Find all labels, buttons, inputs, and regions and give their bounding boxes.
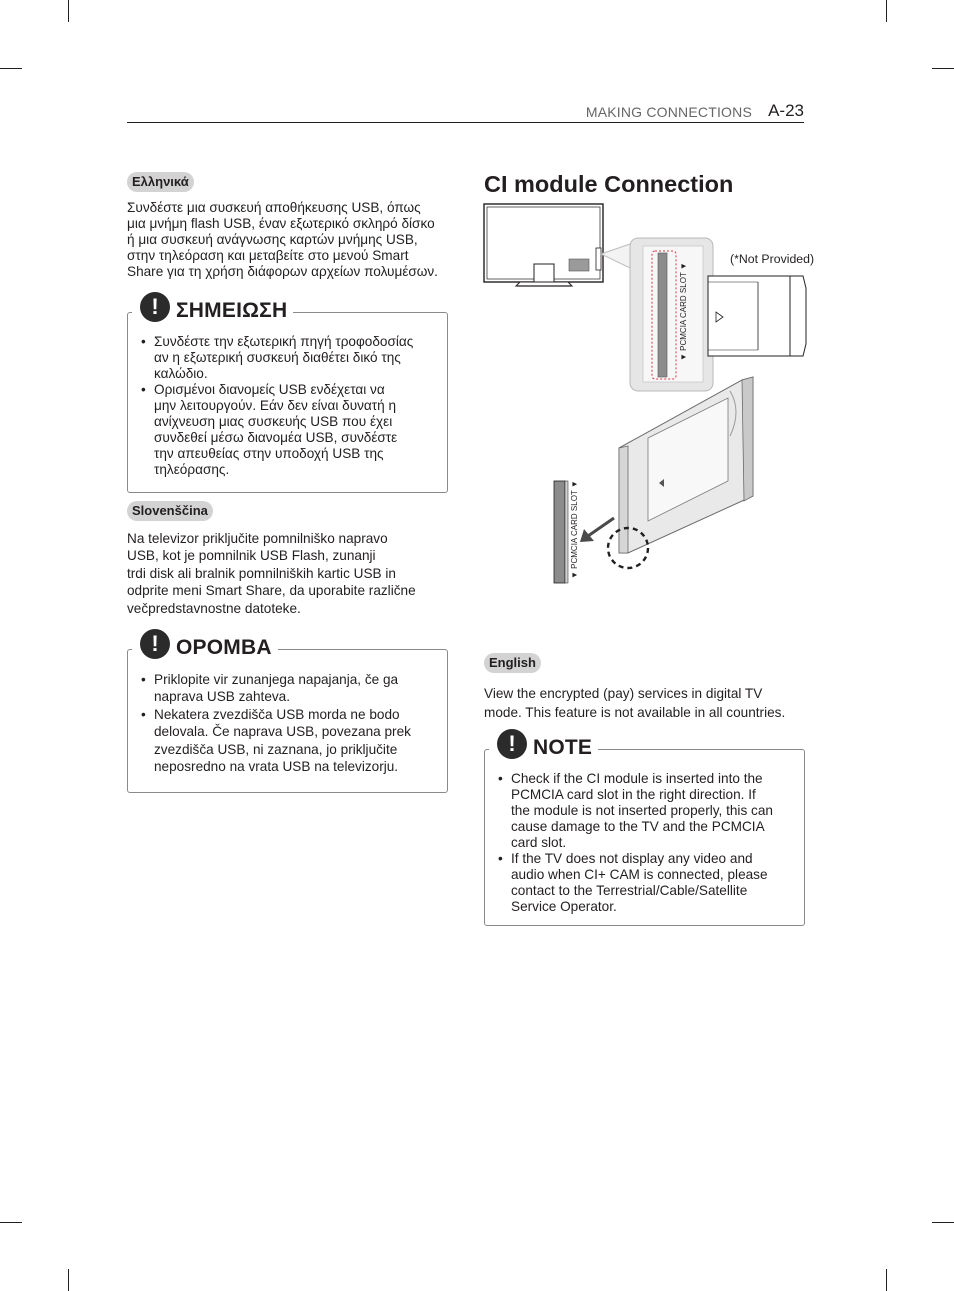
slot-label: ▼ PCMCIA CARD SLOT ▼	[679, 262, 688, 361]
pcmcia-slot-closeup	[630, 238, 713, 391]
text-line: ανίχνευση μιας συσκευής USB που έχει	[154, 414, 393, 429]
text-line: USB, kot je pomnilnik USB Flash, zunanji	[127, 548, 376, 564]
crop-mark	[932, 1222, 954, 1223]
english-note-box	[484, 749, 805, 926]
ci-module-card	[619, 377, 753, 553]
text-line: αν η εξωτερική συσκευή διαθέτει δικό της	[154, 350, 401, 365]
note-item	[154, 334, 447, 382]
text-line: Συνδέστε μια συσκευή αποθήκευσης USB, όπως	[127, 200, 421, 215]
section-title: MAKING CONNECTIONS	[585, 104, 752, 120]
text-line: neposredno na vrata USB na televizorju.	[154, 759, 399, 775]
text-line: PCMCIA card slot in the right direction. If	[511, 787, 756, 802]
note-item	[154, 706, 447, 776]
exclamation-icon: !	[140, 629, 170, 659]
text-line: večpredstavnostne datoteke.	[127, 600, 301, 616]
not-provided-label: (*Not Provided)	[730, 252, 815, 266]
text-line: contact to the Terrestrial/Cable/Satellite	[511, 883, 748, 898]
text-line: Ορισμένοι διανομείς USB ενδέχεται να	[154, 382, 385, 397]
text-line: audio when CI+ CAM is connected, please	[511, 867, 768, 882]
text-line: Na televizor priključite pomnilniško napravo	[127, 531, 388, 546]
insert-arrow-icon	[580, 518, 614, 542]
crop-mark	[886, 1269, 887, 1291]
text-line: card slot.	[511, 835, 567, 850]
text-line: Share για τη χρήση διάφορων αρχείων πολυμέσων.	[127, 264, 438, 279]
text-line: Συνδέστε την εξωτερική πηγή τροφοδοσίας	[154, 334, 414, 349]
text-line: View the encrypted (pay) services in digital TV	[484, 686, 763, 701]
note-item	[154, 382, 447, 478]
greek-note-heading	[132, 288, 293, 324]
language-badge-english: English	[484, 653, 541, 673]
text-line: Check if the CI module is inserted into the	[511, 771, 763, 786]
note-item	[511, 771, 804, 851]
text-line: ή μια συσκευή ανάγνωσης καρτών μνήμης USB,	[127, 232, 418, 247]
text-line: cause damage to the TV and the PCMCIA	[511, 819, 765, 834]
crop-mark	[0, 68, 22, 69]
greek-note-list	[128, 334, 447, 478]
page-number: A-23	[768, 101, 804, 120]
note-item	[154, 671, 447, 706]
text-line: zvezdišča USB, ni zaznana, jo priključite	[154, 741, 398, 757]
slovene-note-list	[128, 671, 447, 775]
note-title: NOTE	[533, 736, 593, 759]
text-line: naprava USB zahteva.	[154, 689, 291, 705]
text-line: στην τηλεόραση και μεταβείτε στο μενού Smart	[127, 248, 409, 263]
section-title-ci-module: CI module Connection	[484, 171, 734, 197]
text-line: τηλεόρασης.	[154, 462, 230, 477]
language-badge-slovene: Slovenščina	[127, 501, 213, 521]
text-line: την απευθείας στην υποδοχή USB της	[154, 446, 384, 461]
language-badge-greek: Ελληνικά	[127, 172, 194, 192]
ci-card-closeup	[708, 276, 806, 356]
text-line: Nekatera zvezdišča USB morda ne bodo	[154, 706, 400, 722]
exclamation-icon: !	[140, 292, 170, 322]
english-note-heading	[489, 725, 598, 761]
english-paragraph	[484, 684, 814, 722]
crop-mark	[0, 1222, 22, 1223]
text-line: the module is not inserted properly, this can	[511, 803, 773, 818]
running-header	[127, 100, 804, 123]
text-line: delovala. Če naprava USB, povezana prek	[154, 724, 411, 740]
exclamation-icon: !	[497, 729, 527, 759]
greek-note-box	[127, 312, 448, 493]
crop-mark	[886, 0, 887, 22]
text-line: mode. This feature is not available in all countries.	[484, 705, 786, 720]
english-note-list	[485, 771, 804, 915]
text-line: μια μνήμη flash USB, έναν εξωτερικό σκληρό δίσκο	[127, 216, 435, 231]
text-line: μην λειτουργούν. Εάν δεν είναι δυνατή η	[154, 398, 397, 413]
slovene-paragraph	[127, 530, 457, 617]
slot-label: ▼ PCMCIA CARD SLOT ▼	[570, 480, 579, 579]
text-line: Service Operator.	[511, 899, 617, 914]
greek-paragraph	[127, 200, 457, 280]
slovene-note-heading	[132, 625, 278, 661]
text-line: If the TV does not display any video and	[511, 851, 753, 866]
tv-illustration	[484, 204, 603, 286]
note-title: ΣΗΜΕΙΩΣΗ	[176, 299, 288, 322]
tv-side-slot	[554, 480, 579, 583]
note-title: OPOMBA	[176, 636, 272, 659]
text-line: odprite meni Smart Share, da uporabite različne	[127, 583, 416, 599]
crop-mark	[932, 68, 954, 69]
slovene-note-box	[127, 649, 448, 793]
text-line: καλώδιο.	[154, 366, 208, 381]
note-item	[511, 851, 804, 915]
text-line: Priklopite vir zunanjega napajanja, če ga	[154, 672, 399, 687]
crop-mark	[68, 1269, 69, 1291]
text-line: συνδεθεί μέσω διανομέα USB, συνδέστε	[154, 430, 398, 445]
crop-mark	[68, 0, 69, 22]
text-line: trdi disk ali bralnik pomnilniških kartic USB in	[127, 565, 396, 581]
